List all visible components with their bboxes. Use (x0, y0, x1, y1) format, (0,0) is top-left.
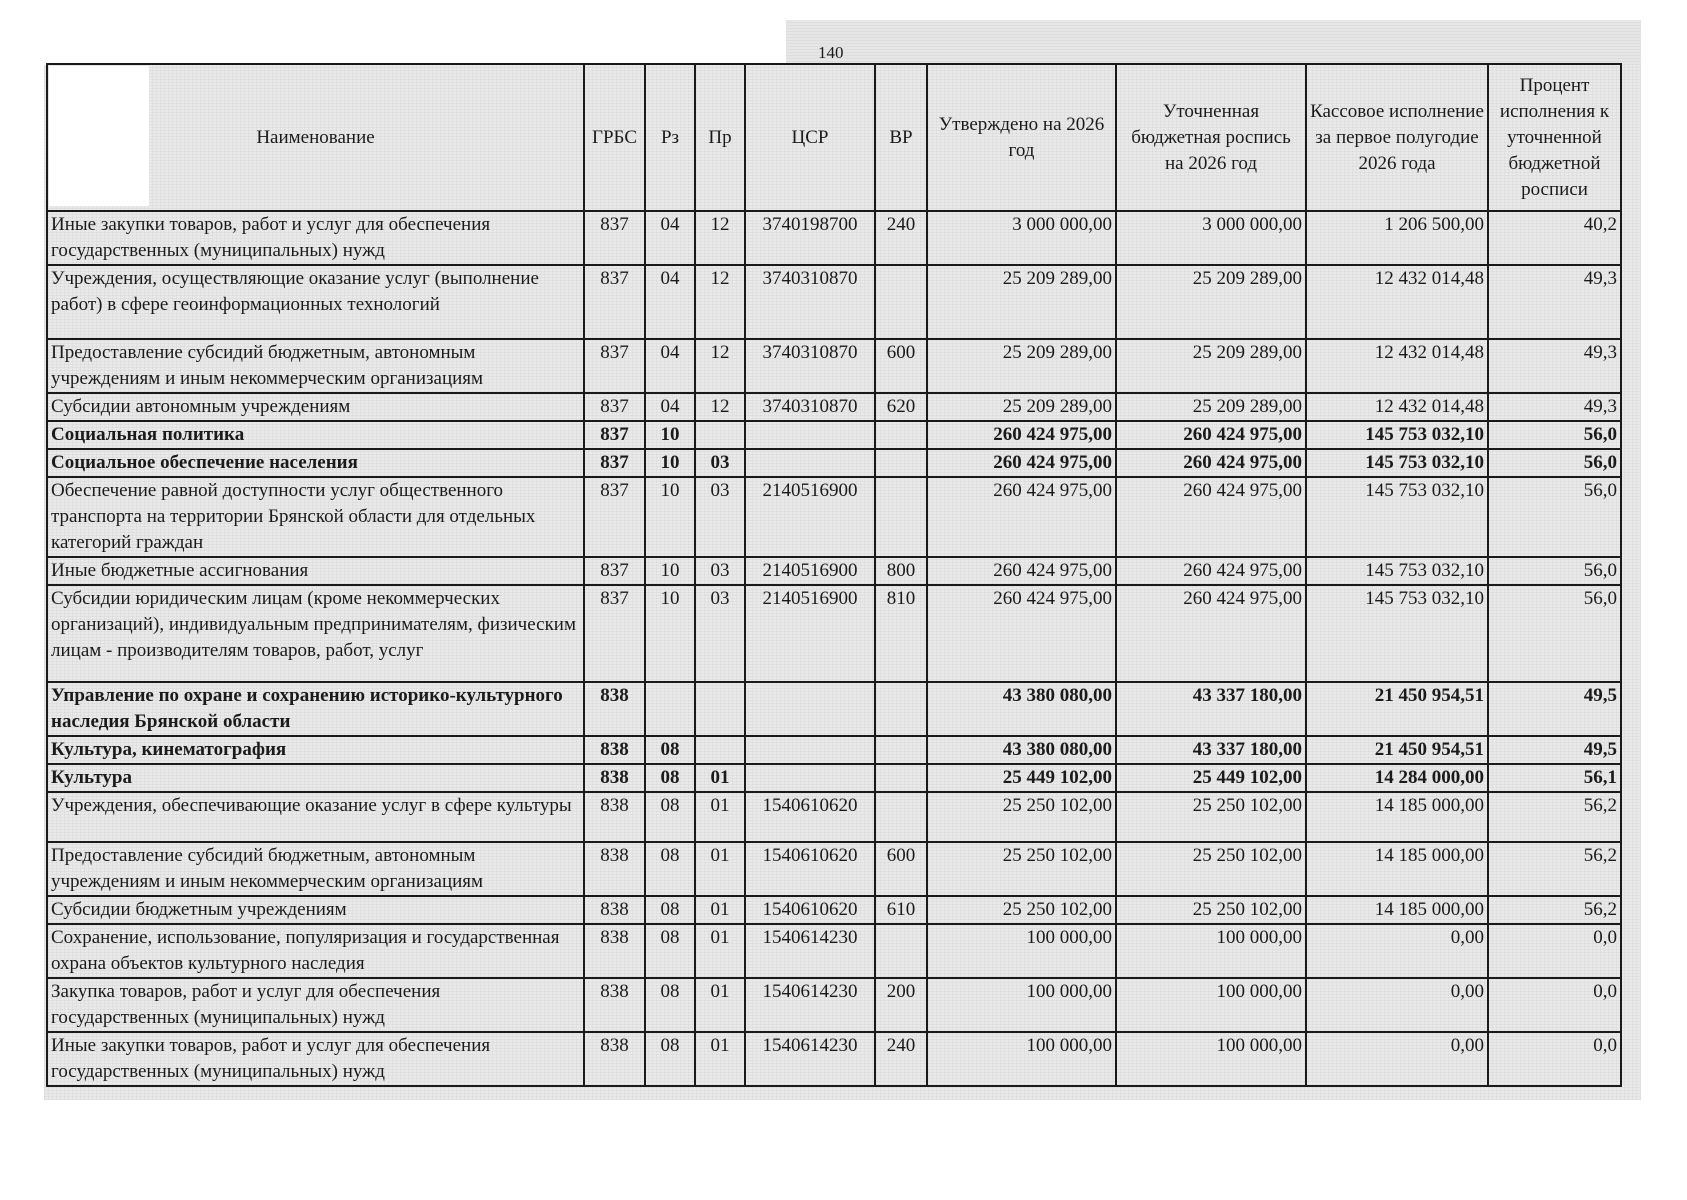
cell-grbs: 837 (584, 557, 645, 585)
cell-approved: 260 424 975,00 (927, 477, 1116, 557)
cell-pr: 03 (695, 557, 745, 585)
cell-csr (745, 682, 875, 736)
cell-grbs: 838 (584, 896, 645, 924)
header-csr: ЦСР (745, 64, 875, 211)
cell-name: Закупка товаров, работ и услуг для обеспечения государственных (муниципальных) нужд (47, 978, 584, 1032)
cell-percent: 56,1 (1488, 764, 1621, 792)
cell-grbs: 838 (584, 924, 645, 978)
cell-refined: 100 000,00 (1116, 924, 1306, 978)
cell-cash: 0,00 (1306, 1032, 1488, 1086)
cell-rz: 10 (645, 557, 695, 585)
cell-csr (745, 764, 875, 792)
cell-cash: 14 185 000,00 (1306, 792, 1488, 842)
cell-percent: 40,2 (1488, 211, 1621, 265)
cell-rz: 04 (645, 265, 695, 339)
cell-cash: 14 185 000,00 (1306, 896, 1488, 924)
cell-rz: 08 (645, 764, 695, 792)
table-row (47, 265, 1621, 339)
cell-rz: 04 (645, 393, 695, 421)
cell-rz: 08 (645, 792, 695, 842)
cell-name: Учреждения, осуществляющие оказание услуг (выполнение работ) в сфере геоинформационных технологий (47, 265, 584, 339)
table-row (47, 842, 1621, 896)
cell-approved: 43 380 080,00 (927, 682, 1116, 736)
cell-csr: 1540610620 (745, 792, 875, 842)
cell-approved: 260 424 975,00 (927, 449, 1116, 477)
cell-name: Обеспечение равной доступности услуг общественного транспорта на территории Брянской области для отдельных категорий граждан (47, 477, 584, 557)
header-rz: Рз (645, 64, 695, 211)
budget-execution-table (46, 63, 1622, 1087)
cell-pr: 12 (695, 211, 745, 265)
cell-refined: 260 424 975,00 (1116, 585, 1306, 682)
cell-vr: 620 (875, 393, 927, 421)
cell-cash: 145 753 032,10 (1306, 449, 1488, 477)
cell-grbs: 837 (584, 339, 645, 393)
header-grbs: ГРБС (584, 64, 645, 211)
table-body (47, 211, 1621, 1086)
cell-refined: 25 209 289,00 (1116, 339, 1306, 393)
cell-name: Субсидии автономным учреждениям (47, 393, 584, 421)
cell-approved: 25 209 289,00 (927, 393, 1116, 421)
cell-vr (875, 421, 927, 449)
cell-pr: 01 (695, 978, 745, 1032)
cell-csr: 1540614230 (745, 1032, 875, 1086)
header-refined: Уточненная бюджетная роспись на 2026 год (1116, 64, 1306, 211)
table-row (47, 1032, 1621, 1086)
cell-pr: 01 (695, 924, 745, 978)
cell-name: Иные закупки товаров, работ и услуг для обеспечения государственных (муниципальных) нужд (47, 1032, 584, 1086)
cell-rz: 04 (645, 211, 695, 265)
cell-cash: 12 432 014,48 (1306, 339, 1488, 393)
cell-rz: 10 (645, 477, 695, 557)
table-row (47, 792, 1621, 842)
cell-pr: 03 (695, 449, 745, 477)
cell-name: Предоставление субсидий бюджетным, автономным учреждениям и иным некоммерческим организациям (47, 842, 584, 896)
cell-rz (645, 682, 695, 736)
cell-grbs: 838 (584, 978, 645, 1032)
cell-refined: 100 000,00 (1116, 978, 1306, 1032)
cell-pr: 12 (695, 339, 745, 393)
cell-percent: 0,0 (1488, 924, 1621, 978)
cell-percent: 56,2 (1488, 792, 1621, 842)
cell-approved: 25 250 102,00 (927, 792, 1116, 842)
cell-pr: 03 (695, 585, 745, 682)
cell-vr: 810 (875, 585, 927, 682)
table-row (47, 978, 1621, 1032)
cell-approved: 25 250 102,00 (927, 842, 1116, 896)
scan-top-strip (786, 20, 1641, 65)
table-row (47, 339, 1621, 393)
cell-approved: 3 000 000,00 (927, 211, 1116, 265)
table-row (47, 421, 1621, 449)
cell-refined: 100 000,00 (1116, 1032, 1306, 1086)
header-cash: Кассовое исполнение за первое полугодие 2026 года (1306, 64, 1488, 211)
cell-name: Предоставление субсидий бюджетным, автономным учреждениям и иным некоммерческим организациям (47, 339, 584, 393)
cell-cash: 14 185 000,00 (1306, 842, 1488, 896)
cell-approved: 43 380 080,00 (927, 736, 1116, 764)
cell-refined: 43 337 180,00 (1116, 682, 1306, 736)
cell-approved: 100 000,00 (927, 1032, 1116, 1086)
cell-rz: 10 (645, 585, 695, 682)
cell-vr (875, 449, 927, 477)
cell-percent: 56,0 (1488, 585, 1621, 682)
cell-csr: 1540614230 (745, 924, 875, 978)
cell-grbs: 837 (584, 449, 645, 477)
cell-pr (695, 682, 745, 736)
cell-csr: 2140516900 (745, 477, 875, 557)
cell-rz: 10 (645, 421, 695, 449)
cell-percent: 56,2 (1488, 896, 1621, 924)
cell-vr: 800 (875, 557, 927, 585)
cell-csr: 1540610620 (745, 896, 875, 924)
cell-cash: 21 450 954,51 (1306, 736, 1488, 764)
cell-approved: 25 209 289,00 (927, 265, 1116, 339)
cell-refined: 25 209 289,00 (1116, 265, 1306, 339)
cell-name: Субсидии юридическим лицам (кроме некоммерческих организаций), индивидуальным предпринимателям, физическим лицам - производителям товаров, работ, услуг (47, 585, 584, 682)
table-row (47, 477, 1621, 557)
header-pr: Пр (695, 64, 745, 211)
header-name: Наименование (47, 64, 584, 211)
cell-refined: 25 250 102,00 (1116, 842, 1306, 896)
cell-name: Субсидии бюджетным учреждениям (47, 896, 584, 924)
cell-grbs: 837 (584, 477, 645, 557)
cell-cash: 12 432 014,48 (1306, 265, 1488, 339)
cell-name: Социальное обеспечение населения (47, 449, 584, 477)
cell-percent: 49,3 (1488, 393, 1621, 421)
table-row (47, 557, 1621, 585)
cell-cash: 12 432 014,48 (1306, 393, 1488, 421)
cell-csr: 1540610620 (745, 842, 875, 896)
cell-approved: 100 000,00 (927, 978, 1116, 1032)
cell-vr (875, 764, 927, 792)
cell-rz: 08 (645, 924, 695, 978)
cell-csr: 3740198700 (745, 211, 875, 265)
cell-rz: 10 (645, 449, 695, 477)
cell-cash: 145 753 032,10 (1306, 557, 1488, 585)
header-percent: Процент исполнения к уточненной бюджетной росписи (1488, 64, 1621, 211)
cell-rz: 08 (645, 978, 695, 1032)
cell-csr: 1540614230 (745, 978, 875, 1032)
cell-rz: 08 (645, 736, 695, 764)
cell-refined: 260 424 975,00 (1116, 449, 1306, 477)
cell-rz: 08 (645, 1032, 695, 1086)
cell-cash: 14 284 000,00 (1306, 764, 1488, 792)
header-vr: ВР (875, 64, 927, 211)
page-number: 140 (818, 43, 844, 62)
cell-csr: 3740310870 (745, 265, 875, 339)
cell-vr: 600 (875, 339, 927, 393)
cell-refined: 260 424 975,00 (1116, 421, 1306, 449)
cell-percent: 56,0 (1488, 449, 1621, 477)
cell-refined: 260 424 975,00 (1116, 477, 1306, 557)
cell-percent: 56,0 (1488, 477, 1621, 557)
cell-name: Сохранение, использование, популяризация и государственная охрана объектов культурного наследия (47, 924, 584, 978)
cell-vr: 240 (875, 1032, 927, 1086)
cell-pr: 01 (695, 1032, 745, 1086)
cell-pr (695, 736, 745, 764)
cell-cash: 0,00 (1306, 924, 1488, 978)
cell-refined: 260 424 975,00 (1116, 557, 1306, 585)
cell-vr (875, 924, 927, 978)
cell-csr: 2140516900 (745, 557, 875, 585)
cell-grbs: 837 (584, 265, 645, 339)
cell-name: Культура (47, 764, 584, 792)
cell-vr (875, 792, 927, 842)
cell-grbs: 838 (584, 764, 645, 792)
cell-cash: 145 753 032,10 (1306, 477, 1488, 557)
cell-percent: 0,0 (1488, 978, 1621, 1032)
cell-grbs: 838 (584, 792, 645, 842)
table-row (47, 585, 1621, 682)
cell-cash: 0,00 (1306, 978, 1488, 1032)
cell-pr: 12 (695, 265, 745, 339)
cell-pr: 12 (695, 393, 745, 421)
cell-percent: 49,3 (1488, 339, 1621, 393)
table-row (47, 211, 1621, 265)
table-header (47, 64, 1621, 211)
cell-approved: 100 000,00 (927, 924, 1116, 978)
cell-percent: 56,2 (1488, 842, 1621, 896)
cell-approved: 260 424 975,00 (927, 421, 1116, 449)
white-margin (44, 20, 786, 65)
cell-approved: 25 209 289,00 (927, 339, 1116, 393)
cell-grbs: 838 (584, 682, 645, 736)
cell-csr (745, 736, 875, 764)
cell-vr: 240 (875, 211, 927, 265)
cell-percent: 0,0 (1488, 1032, 1621, 1086)
cell-vr: 610 (875, 896, 927, 924)
cell-refined: 3 000 000,00 (1116, 211, 1306, 265)
cell-approved: 260 424 975,00 (927, 557, 1116, 585)
cell-vr (875, 682, 927, 736)
cell-cash: 145 753 032,10 (1306, 585, 1488, 682)
cell-pr: 01 (695, 842, 745, 896)
cell-grbs: 838 (584, 736, 645, 764)
table-row (47, 924, 1621, 978)
cell-pr: 01 (695, 792, 745, 842)
cell-vr (875, 736, 927, 764)
cell-csr: 3740310870 (745, 393, 875, 421)
cell-csr: 2140516900 (745, 585, 875, 682)
cell-csr (745, 449, 875, 477)
cell-approved: 260 424 975,00 (927, 585, 1116, 682)
cell-name: Иные закупки товаров, работ и услуг для обеспечения государственных (муниципальных) нужд (47, 211, 584, 265)
table-row (47, 682, 1621, 736)
cell-rz: 08 (645, 842, 695, 896)
cell-grbs: 838 (584, 842, 645, 896)
cell-refined: 25 449 102,00 (1116, 764, 1306, 792)
cell-percent: 56,0 (1488, 421, 1621, 449)
cell-grbs: 837 (584, 585, 645, 682)
cell-approved: 25 449 102,00 (927, 764, 1116, 792)
table-row (47, 896, 1621, 924)
cell-csr (745, 421, 875, 449)
cell-grbs: 837 (584, 393, 645, 421)
cell-name: Культура, кинематография (47, 736, 584, 764)
cell-percent: 56,0 (1488, 557, 1621, 585)
cell-refined: 43 337 180,00 (1116, 736, 1306, 764)
cell-refined: 25 250 102,00 (1116, 792, 1306, 842)
table-row (47, 736, 1621, 764)
cell-vr: 600 (875, 842, 927, 896)
cell-vr: 200 (875, 978, 927, 1032)
cell-rz: 08 (645, 896, 695, 924)
table-row (47, 449, 1621, 477)
cell-name: Управление по охране и сохранению историко-культурного наследия Брянской области (47, 682, 584, 736)
cell-pr (695, 421, 745, 449)
cell-grbs: 837 (584, 211, 645, 265)
cell-cash: 21 450 954,51 (1306, 682, 1488, 736)
cell-cash: 1 206 500,00 (1306, 211, 1488, 265)
cell-percent: 49,5 (1488, 736, 1621, 764)
cell-name: Социальная политика (47, 421, 584, 449)
cell-grbs: 838 (584, 1032, 645, 1086)
table-row (47, 764, 1621, 792)
cell-vr (875, 265, 927, 339)
cell-csr: 3740310870 (745, 339, 875, 393)
cell-refined: 25 250 102,00 (1116, 896, 1306, 924)
cell-grbs: 837 (584, 421, 645, 449)
cell-pr: 03 (695, 477, 745, 557)
cell-approved: 25 250 102,00 (927, 896, 1116, 924)
cell-vr (875, 477, 927, 557)
cell-pr: 01 (695, 896, 745, 924)
cell-pr: 01 (695, 764, 745, 792)
cell-refined: 25 209 289,00 (1116, 393, 1306, 421)
cell-name: Иные бюджетные ассигнования (47, 557, 584, 585)
table-row (47, 393, 1621, 421)
cell-name: Учреждения, обеспечивающие оказание услуг в сфере культуры (47, 792, 584, 842)
cell-cash: 145 753 032,10 (1306, 421, 1488, 449)
header-approved: Утверждено на 2026 год (927, 64, 1116, 211)
cell-percent: 49,5 (1488, 682, 1621, 736)
cell-rz: 04 (645, 339, 695, 393)
cell-percent: 49,3 (1488, 265, 1621, 339)
